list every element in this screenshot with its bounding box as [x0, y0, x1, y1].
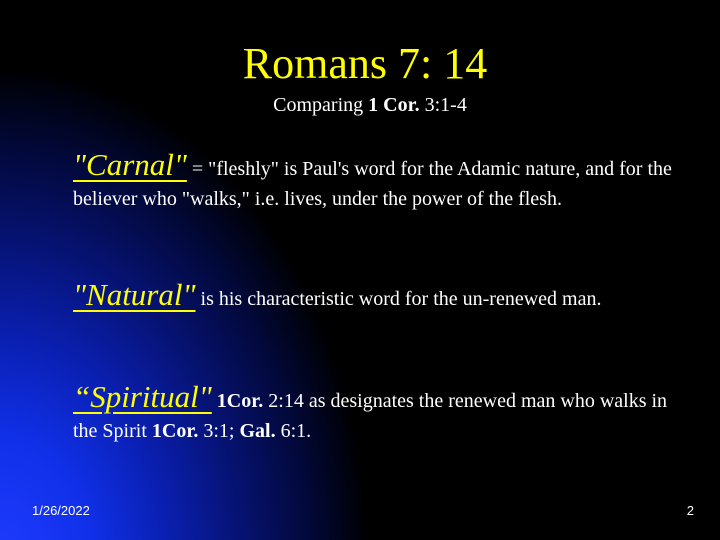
footer-page-number: 2	[686, 503, 694, 518]
reference-gal: Gal.	[239, 420, 276, 442]
paragraph-spiritual-text-b: 3:1;	[198, 420, 240, 442]
term-natural: "Natural"	[73, 277, 196, 312]
paragraph-carnal-text: = "fleshly" is Paul's word for the Adamic nature, and for the believer who "walks," i.e. lives, under the power of the flesh.	[73, 158, 672, 210]
subtitle-reference-verses: 3:1-4	[419, 94, 467, 116]
term-carnal: "Carnal"	[73, 147, 187, 182]
footer-date: 1/26/2022	[32, 503, 90, 518]
paragraph-spiritual-text-a: 2:14 as designates the renewed man who walks in the Spirit	[73, 390, 668, 442]
subtitle-prefix: Comparing	[273, 94, 369, 116]
paragraph-carnal	[73, 147, 673, 214]
reference-1cor-a: 1Cor.	[211, 390, 264, 412]
reference-1cor-b: 1Cor.	[151, 420, 199, 442]
paragraph-natural-text: is his characteristic word for the un-renewed man.	[195, 288, 602, 310]
paragraph-natural	[73, 277, 673, 314]
slide-subtitle	[0, 92, 720, 118]
subtitle-reference-book: 1 Cor.	[368, 94, 420, 116]
paragraph-spiritual	[73, 379, 673, 446]
slide-title: Romans 7: 14	[242, 39, 488, 88]
paragraph-spiritual-text-c: 6:1.	[275, 420, 312, 442]
term-spiritual: “Spiritual"	[73, 379, 212, 414]
